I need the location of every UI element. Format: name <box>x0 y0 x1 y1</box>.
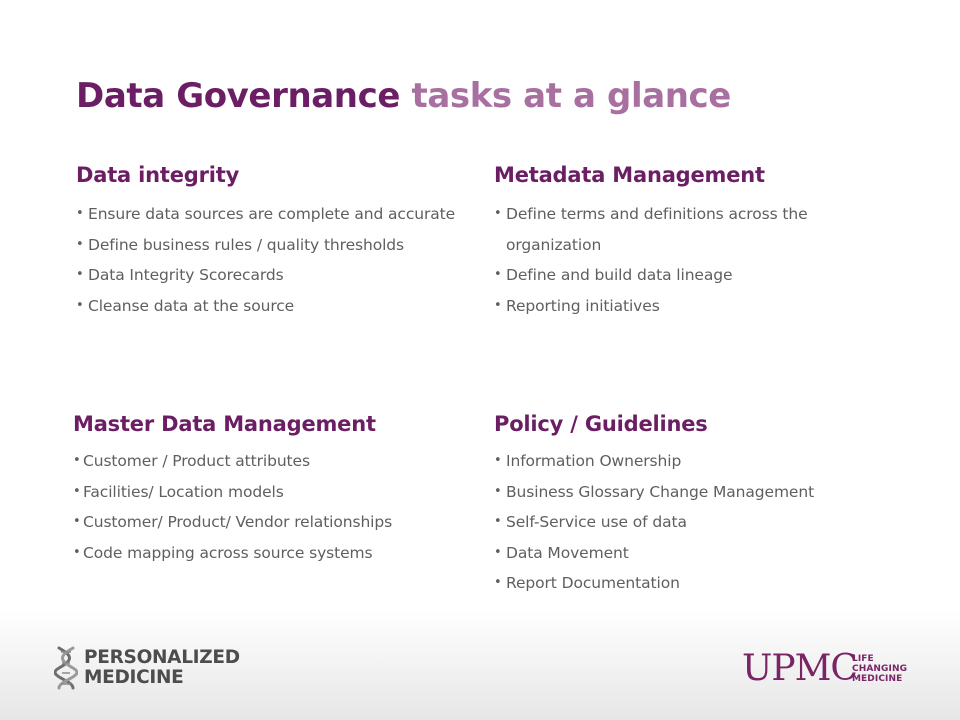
bullet-item: • Customer / Product attributes <box>73 446 473 477</box>
bullet-item: • Code mapping across source systems <box>73 538 473 569</box>
section-data-integrity <box>76 163 466 321</box>
bullet-item: • Define terms and definitions across the organization <box>494 199 884 260</box>
bullet-item: • Reporting initiatives <box>494 291 884 322</box>
upmc-wordmark: UPMC <box>742 648 857 689</box>
title-emphasis: Data Governance <box>76 76 401 116</box>
bullet-item: • Data Movement <box>494 538 894 569</box>
tagline-line: MEDICINE <box>852 674 903 684</box>
logo-line: PERSONALIZED <box>84 647 240 668</box>
section-master-data-management <box>73 412 473 568</box>
bullet-item: • Customer/ Product/ Vendor relationships <box>73 507 473 538</box>
bullet-list <box>76 199 466 321</box>
bullet-item: • Business Glossary Change Management <box>494 477 894 508</box>
upmc-tagline <box>852 654 907 684</box>
bullet-item: • Define business rules / quality thresholds <box>76 230 466 261</box>
bullet-item: • Report Documentation <box>494 568 894 599</box>
bullet-list <box>73 446 473 568</box>
bullet-list <box>494 446 894 599</box>
bullet-item: • Cleanse data at the source <box>76 291 466 322</box>
section-metadata-management <box>494 163 884 321</box>
tagline-line: CHANGING <box>852 664 908 674</box>
bullet-list <box>494 199 884 321</box>
bullet-item: • Information Ownership <box>494 446 894 477</box>
section-heading: Policy / Guidelines <box>494 412 708 436</box>
title-rest: tasks at a glance <box>400 76 731 116</box>
bullet-item: • Define and build data lineage <box>494 260 884 291</box>
slide-title <box>76 76 731 116</box>
section-policy-guidelines <box>494 412 894 599</box>
tagline-line: LIFE <box>852 654 874 664</box>
personalized-medicine-wordmark <box>84 648 240 688</box>
personalized-medicine-logo <box>54 646 274 690</box>
logo-line: MEDICINE <box>84 667 184 688</box>
section-heading: Metadata Management <box>494 163 765 187</box>
dna-helix-icon <box>54 646 78 690</box>
bullet-item: • Self-Service use of data <box>494 507 894 538</box>
upmc-logo <box>742 650 922 690</box>
bullet-item: • Facilities/ Location models <box>73 477 473 508</box>
section-heading: Master Data Management <box>73 412 376 436</box>
section-heading: Data integrity <box>76 163 240 187</box>
bullet-item: • Ensure data sources are complete and accurate <box>76 199 466 230</box>
bullet-item: • Data Integrity Scorecards <box>76 260 466 291</box>
